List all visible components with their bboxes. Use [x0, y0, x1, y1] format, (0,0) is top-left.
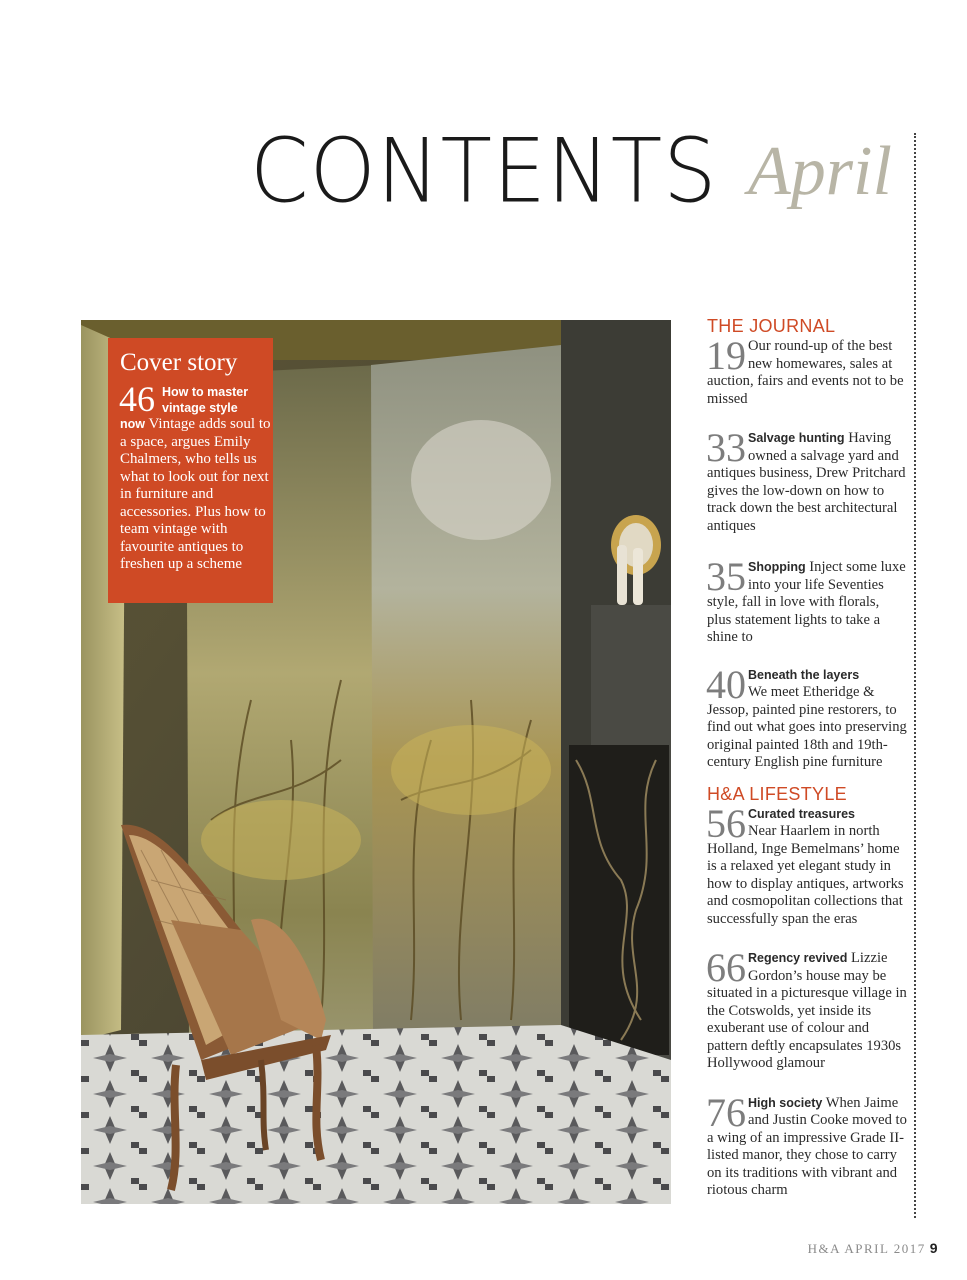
contents-entry[interactable] [706, 1089, 907, 1200]
entry-text: When Jaime and Justin Cooke moved to a wing of an impressive Grade II-listed manor, they chose to carry on its traditions with vibrant and riotous charm [707, 1094, 907, 1198]
contents-entry[interactable] [706, 554, 907, 647]
dotted-rule [914, 133, 916, 1218]
entry-page-number: 35 [706, 554, 746, 599]
cover-story-box[interactable] [108, 338, 273, 603]
contents-entry[interactable] [706, 800, 907, 929]
cover-story-body [120, 416, 273, 574]
page-header [250, 119, 892, 223]
entry-keyword: Regency revived [748, 951, 848, 965]
entry-page-number: 33 [706, 425, 746, 470]
cover-story-text: Vintage adds soul to a space, argues Emily Chalmers, who tells us what to look out for next in furniture and accessories. Plus how to team vintage with favourite antiques to freshen up a scheme [120, 416, 271, 572]
entry-page-number: 76 [706, 1089, 746, 1135]
contents-entry[interactable] [706, 945, 907, 1073]
cover-story-lead: now [120, 417, 145, 431]
entry-page-number: 40 [706, 661, 746, 707]
entry-text: Our round-up of the best new homewares, sales at auction, fairs and events not to be missed [707, 338, 904, 407]
page-footer [808, 1240, 939, 1257]
entry-keyword: High society [748, 1095, 823, 1110]
section-title-lifestyle: H&A LIFESTYLE [707, 783, 847, 804]
entry-page-number: 56 [706, 800, 746, 846]
entry-page-number: 19 [706, 333, 746, 378]
entry-text: Having owned a salvage yard and antiques business, Drew Pritchard gives the low-down on how to track down the best architectural antiques [707, 430, 906, 534]
issue-label: H&A APRIL 2017 [807, 1241, 926, 1256]
cover-story-headline: How to master vintage style [162, 385, 249, 415]
entry-text: Inject some luxe into your life Seventies style, fall in love with florals, plus statement lights to take a shine to [707, 559, 906, 645]
section-title-journal: THE JOURNAL [707, 316, 836, 336]
entry-keyword: Shopping [748, 560, 806, 574]
contents-column [707, 316, 907, 1200]
entry-keyword: Beneath the layers [748, 667, 860, 682]
entry-keyword: Curated treasures [748, 806, 855, 821]
contents-entry[interactable] [706, 661, 907, 772]
cover-story-title: Cover story [120, 349, 238, 376]
contents-entry[interactable] [706, 333, 907, 408]
issue-month: April [748, 133, 892, 210]
entry-text: We meet Etheridge & Jessop, painted pine restorers, to find out what goes into preserving original painted 18th and 19th-century English pine furniture [707, 684, 907, 770]
contents-entry[interactable] [706, 425, 907, 535]
cover-story-page-number: 46 [119, 379, 155, 419]
entry-text: Lizzie Gordon’s house may be situated in a picturesque village in the Cotswolds, yet inside its exuberant use of colour and pattern deftly encapsulates 1930s Hollywood glamour [707, 950, 907, 1071]
cover-story-headline-row [119, 379, 273, 419]
entry-text: Near Haarlem in north Holland, Inge Bemelmans’ home is a relaxed yet elegant study in how to display antiques, artworks and cosmopolitan collections that successfully span the eras [707, 823, 904, 927]
entry-keyword: Salvage hunting [748, 431, 845, 445]
entry-page-number: 66 [706, 945, 746, 990]
page-title: CONTENTS [250, 119, 718, 223]
page-number: 9 [929, 1240, 939, 1256]
